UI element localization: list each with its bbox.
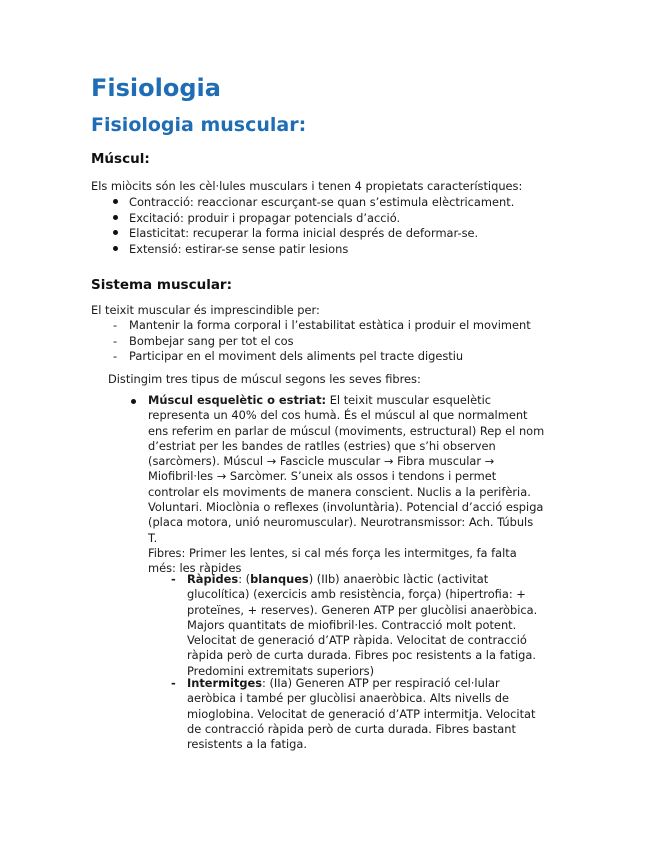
dash-icon: - <box>113 333 118 348</box>
section2-intro: El teixit muscular és imprescindible per: <box>91 303 320 317</box>
skeletal-muscle-label: Múscul esquelètic o estriat: <box>148 393 327 407</box>
bullet-icon <box>113 199 118 204</box>
list-item: Contracció: reaccionar escurçant-se quan s’estimula elèctricament. <box>113 195 514 211</box>
page-subtitle: Fisiologia muscular: <box>91 114 307 136</box>
section-heading-sistema-muscular: Sistema muscular: <box>91 277 232 293</box>
section1-intro: Els miòcits són les cèl·lules musculars i tenen 4 propietats característiques: <box>91 179 523 193</box>
list-item: Extensió: estirar-se sense patir lesions <box>113 242 514 258</box>
bullet-icon <box>113 246 118 251</box>
types-intro: Distingim tres tipus de múscul segons les seves fibres: <box>108 372 421 386</box>
bullet-icon <box>113 230 118 235</box>
dash-icon: - <box>171 572 176 586</box>
list-item: Excitació: produir i propagar potencials d’acció. <box>113 211 514 227</box>
properties-list <box>113 195 514 257</box>
dash-icon: - <box>113 318 118 332</box>
list-item: - Bombejar sang per tot el cos <box>113 333 294 348</box>
bullet-icon <box>131 399 136 404</box>
fiber-label-intermitges: Intermitges <box>187 676 263 690</box>
list-item: - Participar en el moviment dels aliments pel tracte digestiu <box>113 349 464 363</box>
list-item: Elasticitat: recuperar la forma inicial després de deformar-se. <box>113 226 514 242</box>
list-item: - Mantenir la forma corporal i l’estabilitat estàtica i produir el moviment <box>113 318 531 332</box>
fiber-label-rapides: Ràpides <box>187 572 239 586</box>
dash-icon: - <box>113 349 118 363</box>
skeletal-muscle-description: Múscul esquelètic o estriat: El teixit muscular esquelètic representa un 40% del cos humà. És el múscul al que normalment ens referim en parlar de múscul (moviments, estructural) Rep el nom d’estriat per les bandes de ratlles (estries) que s’hi observen (sarcòmers). Múscul → Fascicle muscular → Fibra muscular → Miofibril·les → Sarcòmer. S’uneix als ossos i tendons i permet controlar els moviments de manera conscient. Nuclis a la perifèria. Voluntari. Mioclònia o reflexes (involuntària). Potencial d’acció espiga (placa motora, unió neuromuscular). Neurotransmissor: Ach. Túbuls T. Fibres: Primer les lentes, si cal més força les intermitges, fa falta més: les ràpides <box>148 393 545 576</box>
page-title: Fisiologia <box>91 74 221 102</box>
fiber-intermitges: Intermitges: (IIa) Generen ATP per respiració cel·lular aeròbica i també per glucòlisi anaeròbica. Alts nivells de mioglobina. Velocitat de generació d’ATP intermitja. Velocitat de contracció ràpida però de curta durada. Fibres bastant resistents a la fatiga. <box>187 676 536 752</box>
dash-icon: - <box>171 676 176 690</box>
bullet-icon <box>113 215 118 220</box>
section-heading-muscul: Múscul: <box>91 151 150 167</box>
fiber-rapides: Ràpides: (blanques) (IIb) anaeròbic làctic (activitat glucolítica) (exercicis amb resistència, força) (hipertrofia: + proteïnes, + reserves). Generen ATP per glucòlisi anaeròbica. Majors quantitats de miofibril·les. Contracció molt potent. Velocitat de generació d’ATP ràpida. Velocitat de contracció ràpida però de curta durada. Fibres poc resistents a la fatiga. Predomini extremitats superiors) <box>187 572 538 678</box>
purposes-list <box>113 318 531 365</box>
